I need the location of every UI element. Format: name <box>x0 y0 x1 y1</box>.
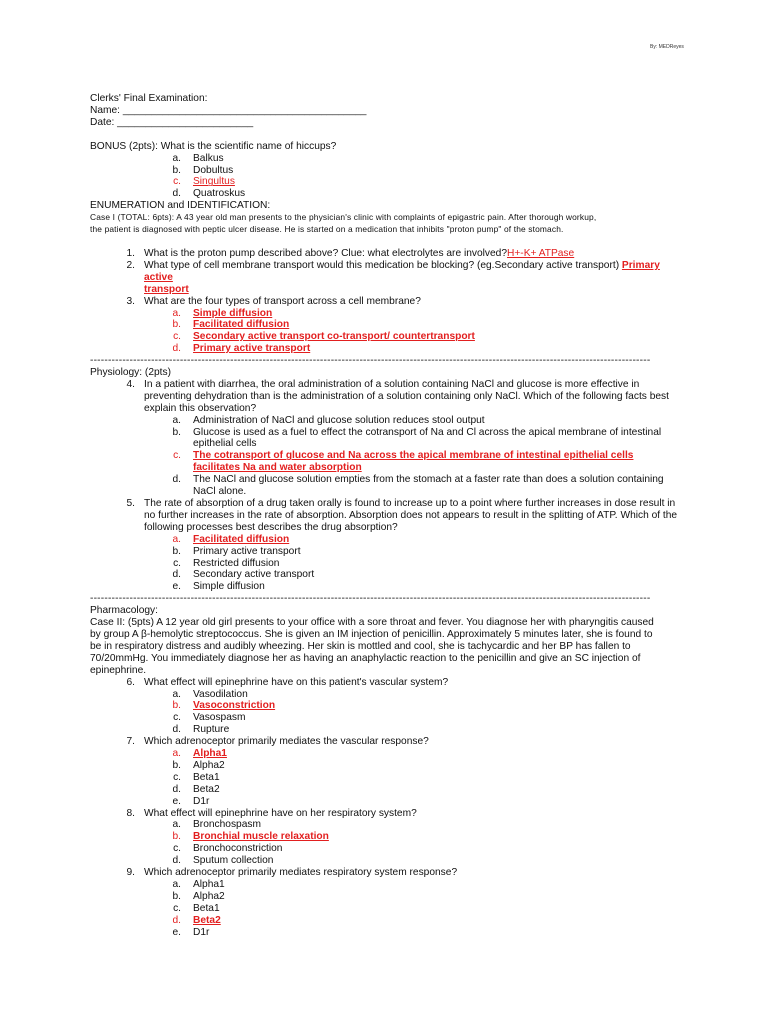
question-1: 1. What is the proton pump described above? Clue: what electrolytes are involved?H+-K+ ATPase <box>126 247 575 259</box>
answer-option: c. Beta1 <box>173 771 220 783</box>
author-credit: By: MEDReyes <box>650 44 684 50</box>
section-divider: ------------------------------------------------------------------------------------------------------------------------------------------------------------ <box>90 355 651 367</box>
name-line: Name: ___________________________________________ <box>90 104 367 116</box>
answer-option: d. The NaCl and glucose solution empties from the stomach at a faster rate than does a solution containing NaCl alone. <box>172 474 664 498</box>
bonus-option-answer: c. Singultus <box>173 176 235 188</box>
exam-title: Clerks' Final Examination: <box>90 93 208 104</box>
answer-option: c. Restricted diffusion <box>173 557 280 569</box>
pharmacology-heading: Pharmacology: <box>90 605 158 617</box>
physiology-heading: Physiology: (2pts) <box>90 367 171 379</box>
answer-option-correct: d. Beta2 <box>172 914 221 926</box>
answer-option: a. Administration of NaCl and glucose solution reduces stool output <box>172 414 485 426</box>
answer-option: e. D1r <box>172 795 210 807</box>
answer-option: b. Primary active transport <box>172 545 301 557</box>
question-2: 2. What type of cell membrane transport would this medication be blocking? (eg.Secondary active transport) Primary active transport <box>126 259 660 295</box>
answer-option: e. Simple diffusion <box>172 581 265 593</box>
case-one-line1: Case I (TOTAL: 6pts): A 43 year old man presents to the physician's clinic with complaints of epigastric pain. After thorough workup, <box>90 212 597 223</box>
answer-option: b. Glucose is used as a fuel to effect the cotransport of Na and Cl across the apical membrane of intestinal epithelial cells <box>172 426 662 450</box>
question-4: 4. In a patient with diarrhea, the oral administration of a solution containing NaCl and glucose is more effective in preventing dehydration than is the administration of a solution containing only NaCl. Which of the following facts best explain this observation? <box>126 378 669 414</box>
question-3: 3. What are the four types of transport across a cell membrane? <box>126 295 421 307</box>
exam-document <box>90 93 690 939</box>
answer-option-correct: a. Alpha1 <box>172 748 227 760</box>
section-divider: ------------------------------------------------------------------------------------------------------------------------------------------------------------ <box>90 593 651 605</box>
answer-option: a. Bronchospasm <box>172 819 261 831</box>
answer-option-correct: b. Vasoconstriction <box>172 700 276 712</box>
answer-2-cont: transport <box>144 283 189 295</box>
answer-2: Primary active <box>144 259 660 283</box>
answer-option: a. Simple diffusion <box>172 307 273 319</box>
bonus-question: BONUS (2pts): What is the scientific name of hiccups? <box>90 140 337 152</box>
answer-option-correct: c. The cotransport of glucose and Na across the apical membrane of intestinal epithelial cells facilitates Na and water absorption <box>173 450 634 474</box>
answer-option: a. Alpha1 <box>172 879 225 890</box>
answer-option-correct: a. Facilitated diffusion <box>172 533 290 545</box>
enumeration-heading: ENUMERATION and IDENTIFICATION: <box>90 200 271 212</box>
answer-option: e. D1r <box>172 926 210 938</box>
answer-1: H+-K+ ATPase <box>507 247 575 259</box>
case-one-line2: the patient is diagnosed with peptic ulcer disease. He is started on a medication that inhibits "proton pump" of the stomach. <box>90 224 564 235</box>
question-5: 5. The rate of absorption of a drug taken orally is found to increase up to a point where further increases in dose result in no further increases in the rate of absorption. Absorption does not appears to result in the splitting of ATP. Which of the following processes best describes the drug absorption? <box>126 498 678 533</box>
answer-option: c. Beta1 <box>173 902 220 914</box>
answer-option: a. Vasodilation <box>172 688 248 700</box>
answer-option: d. Primary active transport <box>172 343 311 355</box>
answer-option: b. Alpha2 <box>172 759 225 771</box>
question-8: 8. What effect will epinephrine have on her respiratory system? <box>126 807 417 819</box>
answer-option: b. Alpha2 <box>172 890 225 902</box>
question-6: 6. What effect will epinephrine have on this patient's vascular system? <box>126 676 449 688</box>
answer-option: c. Secondary active transport co-transport/ countertransport <box>173 331 475 343</box>
answer-option: d. Secondary active transport <box>172 569 315 581</box>
question-9: 9. Which adrenoceptor primarily mediates respiratory system response? <box>126 867 458 879</box>
answer-option: c. Vasospasm <box>173 712 246 724</box>
bonus-option: b. Dobultus <box>172 164 234 176</box>
bonus-option: d. Quatroskus <box>172 188 246 200</box>
answer-option: c. Bronchoconstriction <box>173 843 283 855</box>
answer-option: b. Facilitated diffusion <box>172 319 290 331</box>
question-7: 7. Which adrenoceptor primarily mediates the vascular response? <box>126 736 429 748</box>
answer-option: d. Rupture <box>172 724 230 736</box>
case-two-text: Case II: (5pts) A 12 year old girl presents to your office with a sore throat and fever. You diagnose her with pharyngitis caused by group A β-hemolytic streptococcus. She is given an IM injection of penicillin. Approximately 5 minutes later, she is found to be in respiratory distress and audibly wheezing. Her skin is mottled and cool, she is tachycardic and her BP has fallen to 70/20mmHg. You immediately diagnose her as having an anaphylactic reaction to the penicillin and give an SC injection of epinephrine. <box>90 617 654 676</box>
answer-option-correct: b. Bronchial muscle relaxation <box>172 831 329 843</box>
date-line: Date: ________________________ <box>90 116 254 128</box>
answer-option: d. Sputum collection <box>172 855 274 867</box>
bonus-option: a. Balkus <box>172 152 224 164</box>
answer-option: d. Beta2 <box>172 783 220 795</box>
